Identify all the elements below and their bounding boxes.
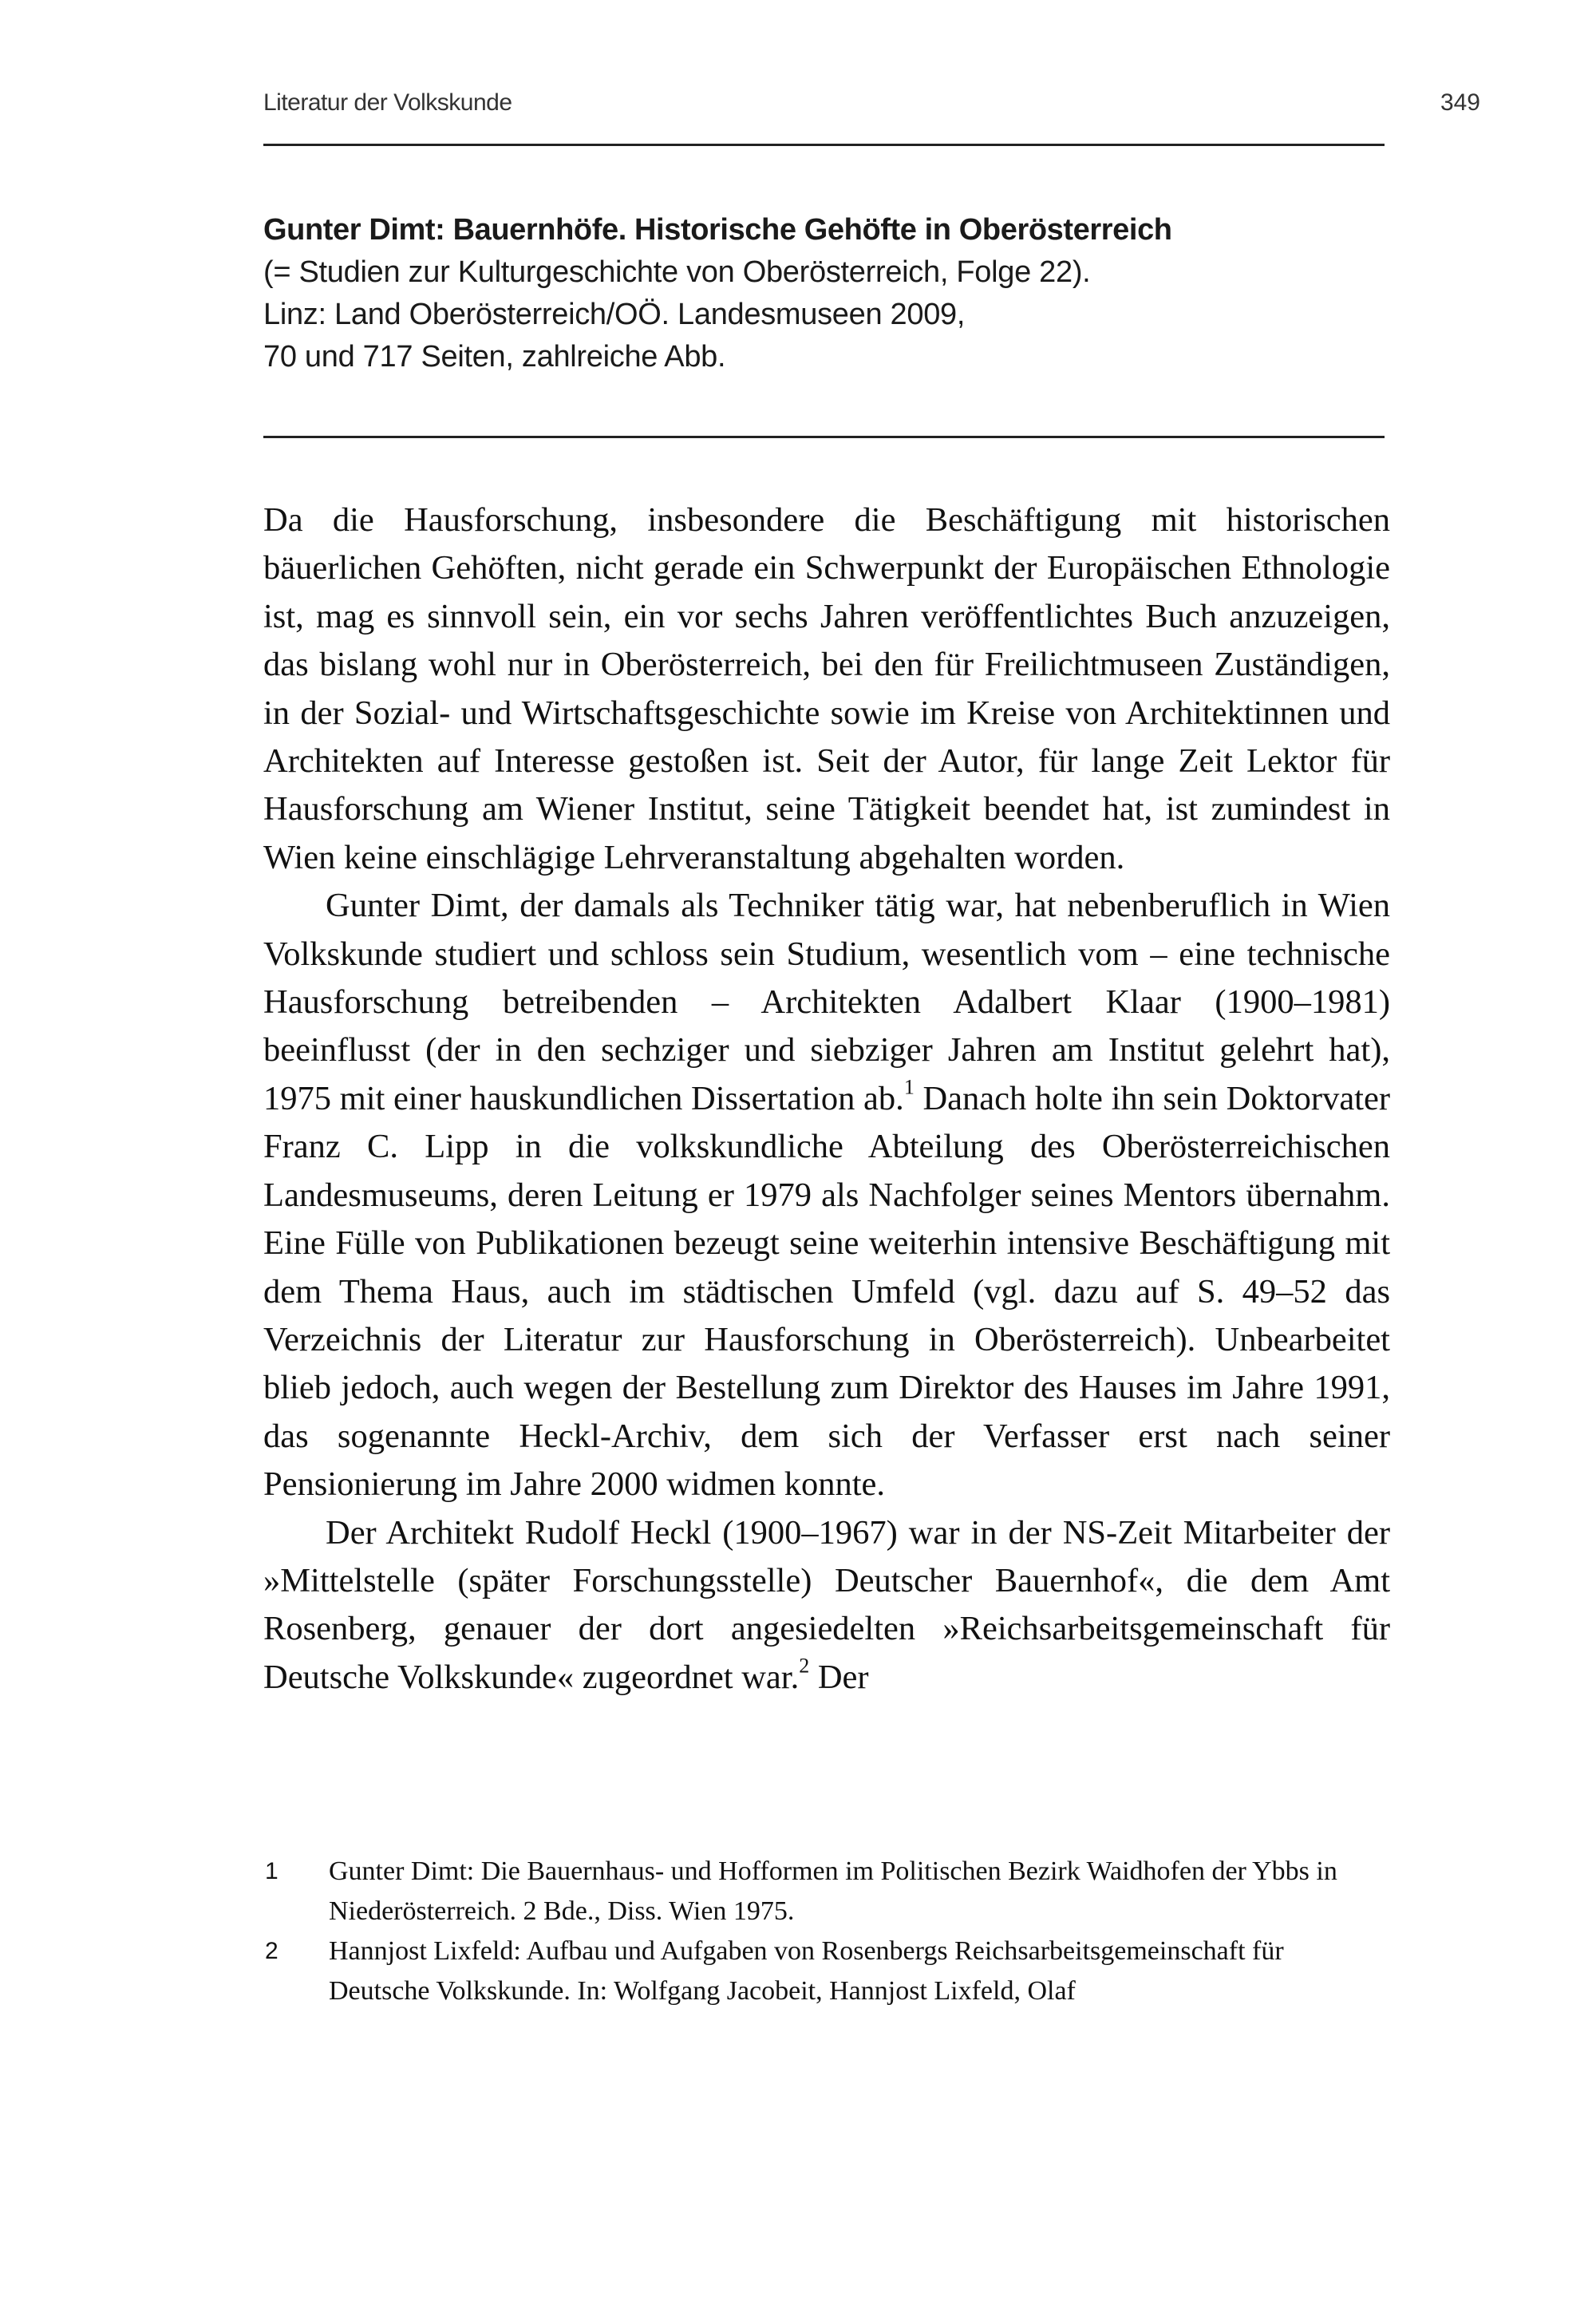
footnote-text: Gunter Dimt: Die Bauernhaus- und Hofformen im Politischen Bezirk Waidhofen der Ybbs in Niederösterreich. 2 Bde., Diss. Wien 1975.	[329, 1856, 1337, 1926]
footnote-text: Hannjost Lixfeld: Aufbau und Aufgaben von Rosenbergs Reichsarbeitsgemeinschaft für Deutsche Volkskunde. In: Wolfgang Jacobeit, Hannjost Lixfeld, Olaf	[329, 1936, 1284, 2006]
paragraph: Da die Hausforschung, insbesondere die Beschäftigung mit historischen bäuerlichen Gehöften, nicht gerade ein Schwerpunkt der Europäischen Ethnologie ist, mag es sinnvoll sein, ein vor sechs Jahren veröffentlichtes Buch anzuzeigen, das bislang wohl nur in Oberösterreich, bei den für Freilichtmuseen Zuständigen, in der Sozial- und Wirtschaftsgeschichte sowie im Kreise von Architektinnen und Architekten auf Interesse gestoßen ist. Seit der Autor, für lange Zeit Lektor für Hausforschung am Wiener Institut, seine Tätigkeit beendet hat, ist zumindest in Wien keine einschlägige Lehrveranstaltung abgehalten worden.	[263, 501, 1390, 876]
review-body	[263, 496, 1390, 1702]
book-extent: 70 und 717 Seiten, zahlreiche Abb.	[263, 340, 726, 374]
running-title: Literatur der Volkskunde	[263, 89, 512, 116]
footnote-number: 2	[265, 1938, 279, 1964]
footnote	[263, 1852, 1381, 1931]
footnote-ref[interactable]: 2	[799, 1654, 810, 1678]
header-rule	[263, 144, 1385, 146]
book-publisher: Linz: Land Oberösterreich/OÖ. Landesmuseen 2009,	[263, 298, 966, 331]
page-number: 349	[1440, 89, 1480, 116]
paragraph: Der Architekt Rudolf Heckl (1900–1967) war in der NS-Zeit Mitarbeiter der »Mittelstelle (später Forschungsstelle) Deutscher Bauernhof«, die dem Amt Rosenberg, genauer der dort angesiedelten »Reichsarbeitsgemeinschaft für Deutsche Volkskunde« zugeordnet war.$^2$ Der	[263, 1513, 1390, 1696]
running-header	[263, 89, 1480, 129]
footnotes	[263, 1852, 1381, 2011]
footnote-number: 1	[265, 1858, 279, 1884]
bibliographic-entry	[263, 209, 1396, 378]
footnote-ref[interactable]: 1	[903, 1075, 915, 1099]
paragraph: Gunter Dimt, der damals als Techniker tätig war, hat nebenberuflich in Wien Volkskunde studiert und schloss sein Studium, wesentlich vom – eine technische Hausforschung betreibenden – Architekten Adalbert Klaar (1900–1981) beeinflusst (der in den sechziger und siebziger Jahren am Institut gelehrt hat), 1975 mit einer hauskundlichen Dissertation ab.$^1$ Danach holte ihn sein Doktorvater Franz C. Lipp in die volkskundliche Abteilung des Oberösterreichischen Landesmuseums, deren Leitung er 1979 als Nachfolger seines Mentors übernahm. Eine Fülle von Publikationen bezeugt seine weiterhin intensive Beschäftigung mit dem Thema Haus, auch im städtischen Umfeld (vgl. dazu auf S. 49–52 das Verzeichnis der Literatur zur Hausforschung in Oberösterreich). Unbearbeitet blieb jedoch, auch wegen der Bestellung zum Direktor des Hauses im Jahre 1991, das sogenannte Heckl-Archiv, dem sich der Verfasser erst nach seiner Pensionierung im Jahre 2000 widmen konnte.	[263, 887, 1391, 1504]
book-series: (= Studien zur Kulturgeschichte von Oberösterreich, Folge 22).	[263, 255, 1091, 289]
book-title: Gunter Dimt: Bauernhöfe. Historische Gehöfte in Oberösterreich	[263, 213, 1172, 247]
footnote	[263, 1931, 1381, 2011]
biblio-rule	[263, 436, 1385, 438]
